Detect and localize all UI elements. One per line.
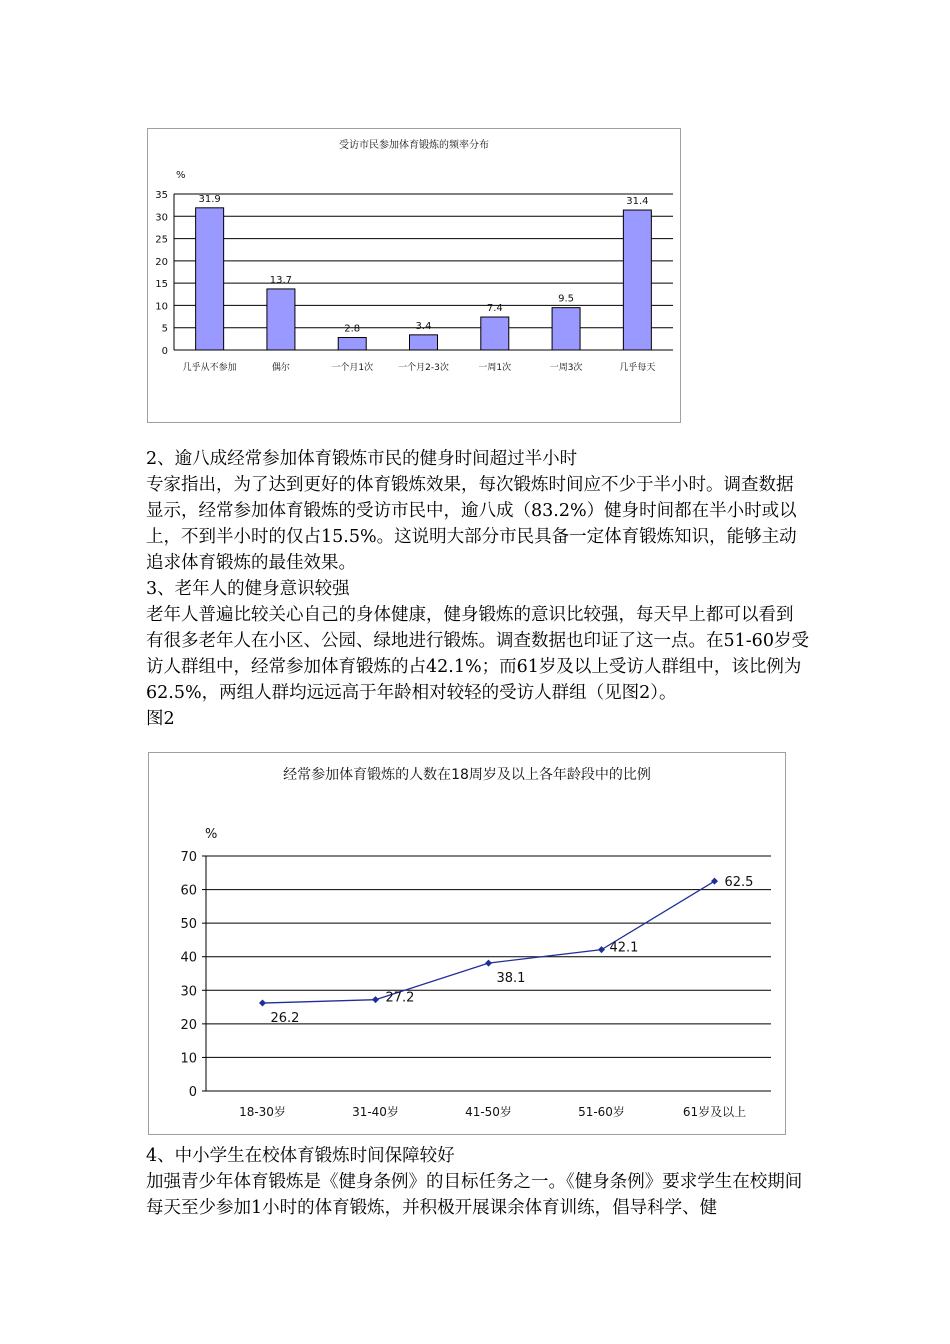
section4-heading: 4、中小学生在校体育锻炼时间保障较好 xyxy=(146,1146,455,1166)
chart1-bar xyxy=(196,208,224,350)
chart1-ytick-label: 25 xyxy=(155,234,168,246)
chart2-xtick-label: 61岁及以上 xyxy=(682,1105,747,1119)
section3-heading: 3、老年人的健身意识较强 xyxy=(146,579,350,599)
chart2-point xyxy=(711,878,718,885)
chart1-bar xyxy=(481,317,509,350)
chart1-ytick-label: 0 xyxy=(161,346,168,357)
chart1-ylabel: % xyxy=(176,170,186,181)
frequency-bar-chart xyxy=(147,128,681,423)
chart1-xtick-label: 一个月1次 xyxy=(331,363,374,373)
chart1-data-label: 9.5 xyxy=(558,293,575,305)
chart2-ytick-label: 70 xyxy=(180,850,197,865)
figure-label: 图2 xyxy=(146,709,175,729)
chart2-data-label: 38.1 xyxy=(496,971,526,987)
chart2-data-label: 62.5 xyxy=(724,875,754,891)
chart1-xtick-label: 一周1次 xyxy=(478,363,512,373)
chart2-ytick-label: 50 xyxy=(180,917,197,933)
chart2-point xyxy=(598,946,605,953)
chart1-bar xyxy=(623,210,651,350)
chart1-data-label: 13.7 xyxy=(269,274,293,286)
chart1-ytick-label: 15 xyxy=(155,279,168,291)
chart1-data-label: 7.4 xyxy=(486,303,503,315)
body-text-1 xyxy=(146,446,810,732)
chart2-xtick-label: 31-40岁 xyxy=(352,1105,399,1119)
chart2-ytick-label: 10 xyxy=(180,1051,197,1067)
chart1-bar xyxy=(410,335,438,350)
chart2-point xyxy=(372,996,379,1003)
chart1-ytick-label: 35 xyxy=(155,190,168,201)
chart2-ytick-label: 60 xyxy=(180,883,197,899)
chart1-xtick-label: 一个月2-3次 xyxy=(398,363,449,373)
section2-heading: 2、逾八成经常参加体育锻炼市民的健身时间超过半小时 xyxy=(146,449,578,469)
chart2-point xyxy=(485,960,492,967)
chart2-xtick-label: 18-30岁 xyxy=(239,1105,286,1119)
chart1-data-label: 31.4 xyxy=(626,196,649,208)
age-line-chart xyxy=(148,752,786,1135)
chart1-data-label: 31.9 xyxy=(198,193,221,205)
chart1-ytick-label: 5 xyxy=(161,323,168,335)
chart2-ytick-label: 30 xyxy=(180,984,197,1000)
section4-paragraph: 加强青少年体育锻炼是《健身条例》的目标任务之一。《健身条例》要求学生在校期间每天至少参加1小时的体育锻炼，并积极开展课余体育训练，倡导科学、健 xyxy=(146,1172,803,1218)
chart1-bar xyxy=(338,338,366,350)
chart1-ytick-label: 10 xyxy=(155,301,168,313)
chart1-xtick-label: 偶尔 xyxy=(271,363,290,373)
age-line-chart-svg xyxy=(149,753,785,1134)
chart2-ytick-label: 0 xyxy=(188,1085,197,1100)
chart1-bar xyxy=(552,308,580,350)
section3-paragraph: 老年人普遍比较关心自己的身体健康，健身锻炼的意识比较强，每天早上都可以看到有很多老年人在小区、公园、绿地进行锻炼。调查数据也印证了这一点。在51-60岁受访人群组中，经常参加体育锻炼的占42.1%；而61岁及以上受访人群组中，该比例为62.5%，两组人群均远远高于年龄相对较轻的受访人群组（见图2）。 xyxy=(146,605,809,703)
chart1-title: 受访市民参加体育锻炼的频率分布 xyxy=(339,140,489,151)
chart2-data-label: 26.2 xyxy=(270,1011,300,1027)
chart2-data-label: 27.2 xyxy=(385,990,415,1006)
chart1-xtick-label: 一周3次 xyxy=(549,363,583,373)
chart1-ytick-label: 30 xyxy=(155,212,168,224)
chart2-xtick-label: 41-50岁 xyxy=(465,1105,512,1119)
chart1-data-label: 2.8 xyxy=(344,323,361,335)
chart2-title: 经常参加体育锻炼的人数在18周岁及以上各年龄段中的比例 xyxy=(283,767,651,783)
chart2-ylabel: % xyxy=(205,827,218,842)
frequency-bar-chart-svg xyxy=(148,129,680,422)
chart1-ytick-label: 20 xyxy=(155,256,168,268)
chart2-ytick-label: 40 xyxy=(180,950,197,966)
chart1-data-label: 3.4 xyxy=(415,320,432,332)
chart2-ytick-label: 20 xyxy=(180,1017,197,1033)
section2-paragraph: 专家指出，为了达到更好的体育锻炼效果，每次锻炼时间应不少于半小时。调查数据显示，经常参加体育锻炼的受访市民中，逾八成（83.2%）健身时间都在半小时或以上，不到半小时的仅占15.5%。这说明大部分市民具备一定体育锻炼知识，能够主动追求体育锻炼的最佳效果。 xyxy=(146,475,797,573)
chart2-xtick-label: 51-60岁 xyxy=(578,1105,625,1119)
chart2-data-label: 42.1 xyxy=(609,940,639,956)
chart1-xtick-label: 几乎每天 xyxy=(619,363,656,373)
body-text-2 xyxy=(146,1143,810,1221)
chart2-series-line xyxy=(263,881,715,1003)
chart1-bar xyxy=(267,289,295,350)
chart2-point xyxy=(259,1000,266,1007)
chart1-xtick-label: 几乎从不参加 xyxy=(182,363,237,373)
